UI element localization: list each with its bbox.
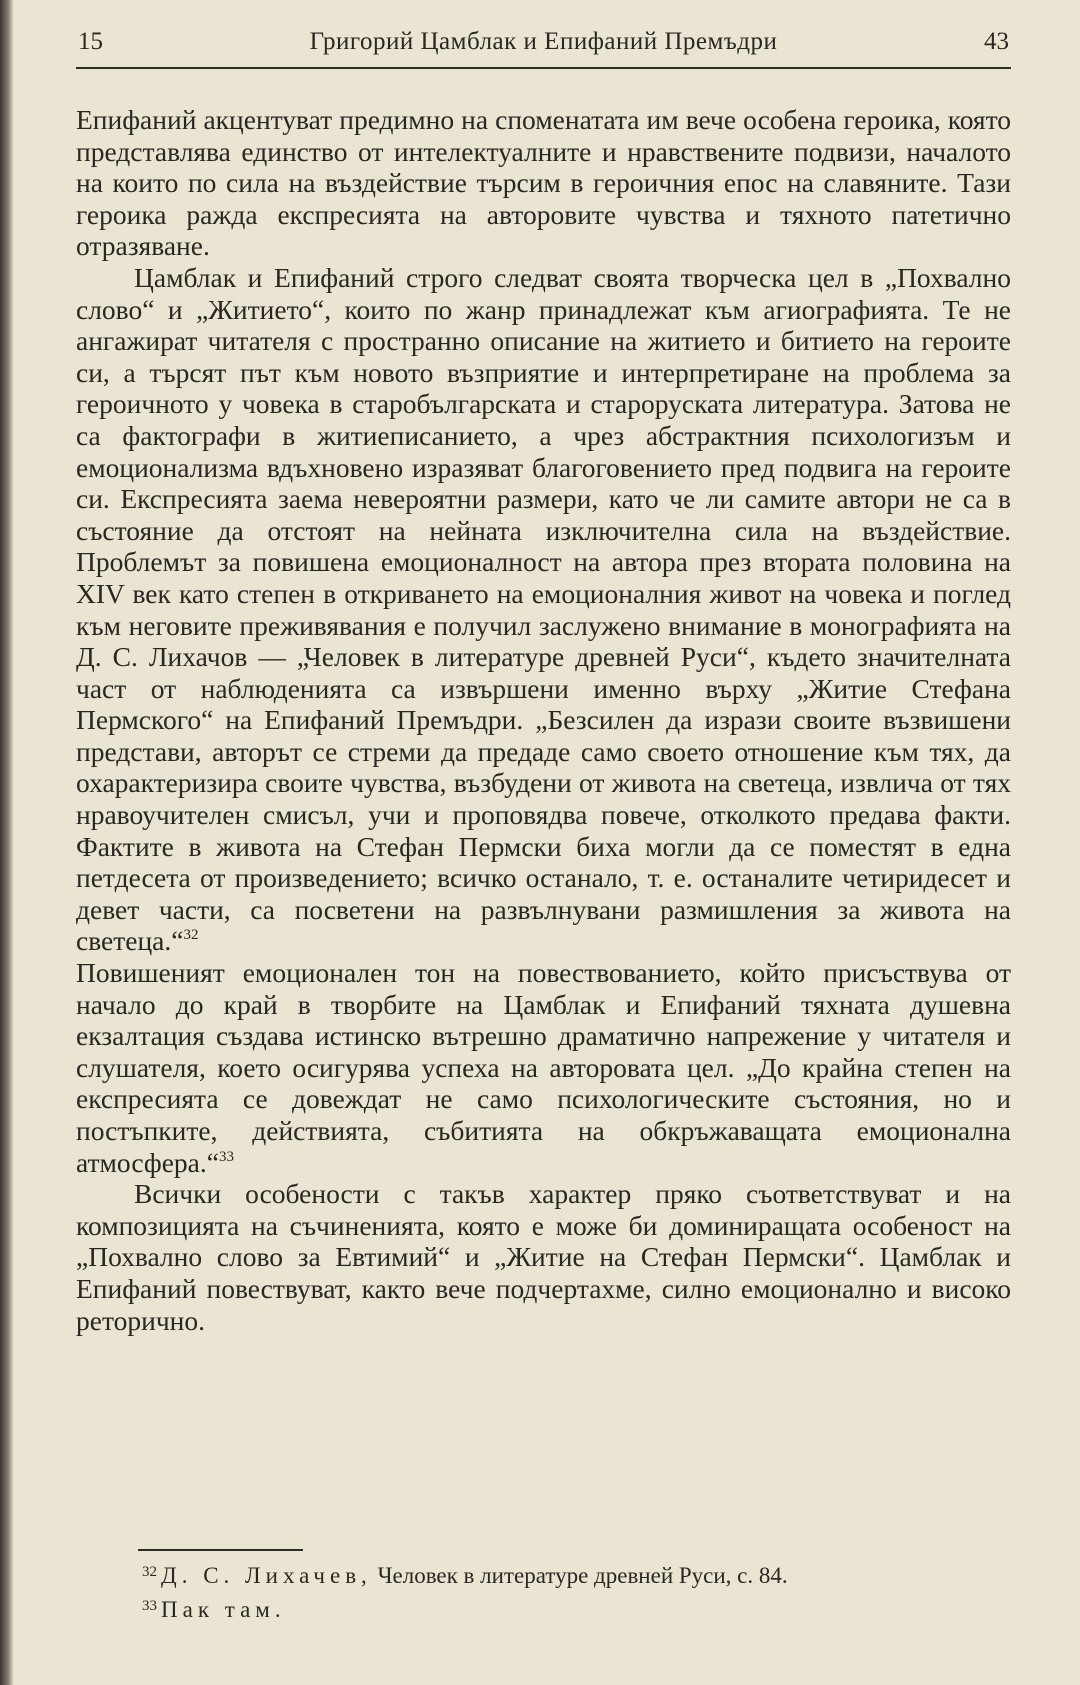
paragraph-2: [76, 262, 1011, 957]
paragraph-2-text: Цамблак и Епифаний строго следват своята творческа цел в „Похвално слово“ и „Житието“, които по жанр принадлежат към агиографията. Те не ангажират читателя с пространно описание на житието и битието на героите си, а търсят път към новото възприятие и интерпретиране на проблема за героичното у човека в старобългарската и староруската литература. Затова не са фактографи в житиеписанието, а чрез абстрактния психологизъм и емоционализма вдъхновено изразяват благоговението пред подвига на героите си. Експресията заема невероятни размери, като че ли самите автори не са в състояние да отстоят на нейната изключителна сила на въздействие. Проблемът за повишена емоционалност на автора през втората половина на XIV век като степен в откриването на емоционалния живот на човека и поглед към неговите преживявания е получил заслужено внимание в монографията на Д. С. Лихачов — „Человек в литературе древней Руси“, където значителната част от наблюденията са извършени именно върху „Житие Стефана Пермского“ на Епифаний Премъдри. „Безсилен да изрази своите възвишени представи, авторът се стреми да предаде само своето отношение към тях, да охарактеризира своите чувства, възбудени от живота на светеца, извлича от тях нравоучителен смисъл, учи и проповядва повече, отколкото предава факти. Фактите в живота на Стефан Пермски биха могли да се поместят в една петдесета от произведението; всичко останало, т. е. останалите четиридесет и девет части, са посветени на развълнувани размишления за живота на светеца.“: [76, 261, 1011, 957]
paragraph-3: [76, 957, 1011, 1178]
page-edge-shadow: [0, 0, 14, 1685]
paragraph-1-text: Епифаний акцентуват предимно на споменатата им вече особена героика, която представлява единство от интелектуалните и нравствените подвизи, началото на които по сила на въздействие търсим в героичния епос на славяните. Тази героика ражда експресията на авторовите чувства и тяхното патетично отразяване.: [76, 104, 1011, 262]
footnote-33: [142, 1591, 1022, 1625]
footnote-author: Пак там.: [161, 1597, 286, 1622]
paragraph-4-text: Всички особености с такъв характер пряко съответствуват и на композицията на съчиненията, която е може би доминиращата особеност на „Похвално слово за Евтимий“ и „Житие на Стефан Пермски“. Цамблак и Епифаний повествуват, както вече подчертахме, силно емоционално и високо реторично.: [76, 1178, 1011, 1336]
paragraph-3-text: Повишеният емоционален тон на повествованието, който присъствува от начало до край в творбите на Цамблак и Епифаний тяхната душевна екзалтация създава истинско вътрешно драматично напрежение у читателя и слушателя, което осигурява успеха на авторовата цел. „До крайна степен на експресията се довеждат не само психологическите състояния, но и постъпките, действията, събитията на обкръжаващата емоционална атмосфера.“: [76, 957, 1011, 1178]
paragraph-1: [76, 104, 1011, 262]
footnote-text: Человек в литературе древней Руси, с. 84.: [377, 1563, 788, 1588]
footnote-32: [142, 1557, 1022, 1591]
running-title: Григорий Цамблак и Епифаний Премъдри: [309, 28, 778, 55]
header-rule: [76, 67, 1011, 69]
footnotes: [142, 1557, 1022, 1625]
footnote-number: 33: [142, 1598, 157, 1614]
running-header: [76, 24, 1011, 64]
footnote-number: 32: [142, 1564, 157, 1580]
footnote-ref-32[interactable]: 32: [183, 927, 199, 944]
page-number-left: 15: [78, 28, 103, 55]
page-number-right: 43: [984, 28, 1009, 55]
paragraph-4: [76, 1178, 1011, 1336]
footnote-ref-33[interactable]: 33: [218, 1148, 234, 1165]
footnote-author: Д. С. Лихачев,: [161, 1563, 372, 1588]
footnote-rule: [138, 1549, 303, 1551]
body-text: [76, 104, 1011, 1336]
